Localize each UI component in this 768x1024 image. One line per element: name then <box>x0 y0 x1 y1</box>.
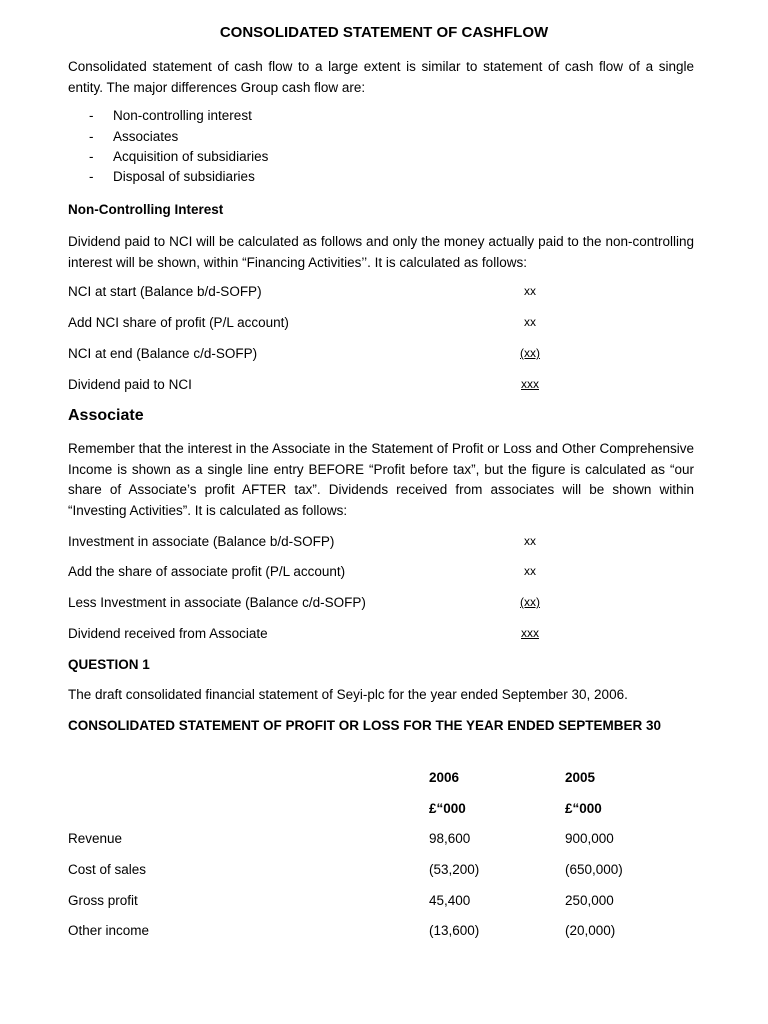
unit-header-2006: £“000 <box>429 801 466 816</box>
year-header-2005: 2005 <box>565 770 596 785</box>
associate-row-label: Add the share of associate profit (P/L account) <box>68 564 346 579</box>
associate-row-label: Dividend received from Associate <box>68 626 268 641</box>
pl-row-label: Cost of sales <box>68 862 147 877</box>
associate-heading: Associate <box>68 407 144 424</box>
pl-row-2005: 900,000 <box>565 831 614 846</box>
question-text: The draft consolidated financial statement of Seyi-plc for the year ended September 30, 2006. <box>68 687 628 702</box>
pl-row-2006: (53,200) <box>429 862 480 877</box>
nci-row-amount: xxx <box>521 377 539 391</box>
pl-row-label: Revenue <box>68 831 123 846</box>
pl-row-2006: 98,600 <box>429 831 471 846</box>
associate-row-label: Less Investment in associate (Balance c/d-SOFP) <box>68 595 366 610</box>
bullet-marker: - <box>89 108 94 123</box>
nci-row-amount: (xx) <box>520 346 540 360</box>
year-header-2006: 2006 <box>429 770 460 785</box>
pl-row-2006: (13,600) <box>429 923 480 938</box>
bullet-marker: - <box>89 129 94 144</box>
unit-header-2005: £“000 <box>565 801 602 816</box>
associate-paragraph: Remember that the interest in the Associate in the Statement of Profit or Loss and Other Comprehensive Income is shown as a single line entry BEFORE “Profit before tax”, but the figure is calculated as “our share of Associate’s profit AFTER tax”. Dividends received from associates will be shown within “Investing Activities”. It is calculated as follows: <box>68 441 694 518</box>
bullet-item: Acquisition of subsidiaries <box>113 149 269 164</box>
nci-heading: Non-Controlling Interest <box>68 202 224 217</box>
pl-row-label: Gross profit <box>68 893 138 908</box>
table-title: CONSOLIDATED STATEMENT OF PROFIT OR LOSS FOR THE YEAR ENDED SEPTEMBER 30 <box>68 718 662 733</box>
bullet-item: Disposal of subsidiaries <box>113 169 255 184</box>
page-title: CONSOLIDATED STATEMENT OF CASHFLOW <box>219 24 549 41</box>
bullet-item: Associates <box>113 129 179 144</box>
associate-row-label: Investment in associate (Balance b/d-SOFP) <box>68 534 335 549</box>
pl-row-2005: 250,000 <box>565 893 614 908</box>
bullet-marker: - <box>89 149 94 164</box>
nci-paragraph: Dividend paid to NCI will be calculated as follows and only the money actually paid to the non-controlling interest will be shown, within “Financing Activities’’. It is calculated as follows: <box>68 234 694 270</box>
associate-row-amount: xxx <box>521 626 539 640</box>
pl-row-label: Other income <box>68 923 150 938</box>
nci-row-label: Add NCI share of profit (P/L account) <box>68 315 289 330</box>
pl-row-2006: 45,400 <box>429 893 471 908</box>
associate-row-amount: xx <box>524 564 536 578</box>
nci-row-amount: xx <box>524 315 536 329</box>
nci-row-amount: xx <box>524 284 536 298</box>
associate-row-amount: (xx) <box>520 595 540 609</box>
intro-paragraph: Consolidated statement of cash flow to a large extent is similar to statement of cash flow of a single entity. The major differences Group cash flow are: <box>68 59 694 95</box>
bullet-item: Non-controlling interest <box>113 108 252 123</box>
question-heading: QUESTION 1 <box>68 657 150 672</box>
nci-row-label: NCI at end (Balance c/d-SOFP) <box>68 346 258 361</box>
nci-row-label: NCI at start (Balance b/d-SOFP) <box>68 284 262 299</box>
nci-row-label: Dividend paid to NCI <box>68 377 192 392</box>
associate-row-amount: xx <box>524 534 536 548</box>
bullet-marker: - <box>89 169 94 184</box>
pl-row-2005: (650,000) <box>565 862 623 877</box>
pl-row-2005: (20,000) <box>565 923 616 938</box>
